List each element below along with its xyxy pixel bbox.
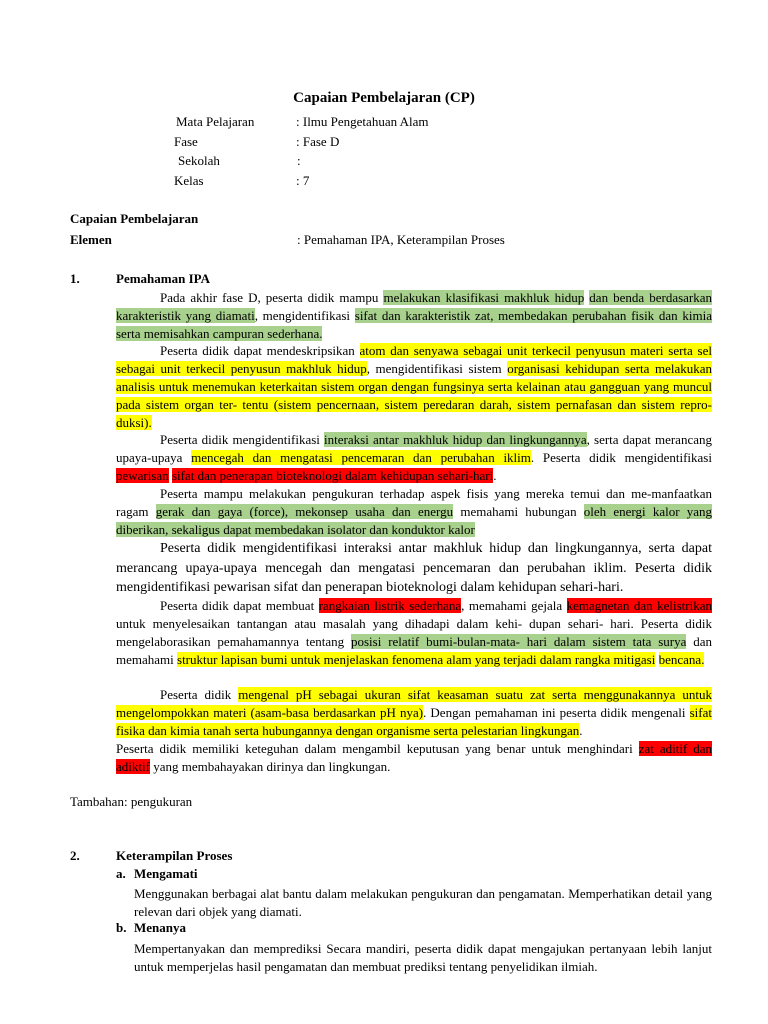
highlight-yellow: organisasi kehidupan serta melakukan: [507, 361, 712, 376]
highlight-green: posisi relatif bumi-bulan-mata- hari dalam sistem tata surya: [351, 634, 687, 649]
highlight-yellow: struktur lapisan bumi untuk menjelaskan fenomena alam yang terjadi dalam rangka mitigasi: [177, 652, 656, 667]
highlight-red: zat aditif dan adiktif: [116, 741, 712, 774]
highlight-red: kemagnetan dan kelistrikan: [566, 598, 713, 613]
sub-a-label: a.: [116, 866, 126, 881]
highlight-red: rangkaian listrik sederhana: [318, 598, 462, 613]
highlight-red: pewarisan: [116, 468, 169, 483]
paragraph-1: Pada akhir fase D, peserta didik mampu melakukan klasifikasi makhluk hidup dan benda berdasarkan karakteristik yang diamati, mengidentifikasi sifat dan karakteristik zat, membedakan perubahan fisik dan kimia serta memisahkan campuran sederhana.: [116, 290, 713, 341]
highlight-green: dan benda berdasarkan: [589, 290, 713, 305]
sub-b-text: Mempertanyakan dan memprediksi Secara mandiri, peserta didik dapat mengajukan pertanyaan lebih lanjut untuk memperjelas hasil pengamatan dan membuat prediksi tentang penyelidikan ilmiah.: [134, 941, 712, 974]
highlight-green: melakukan klasifikasi makhluk hidup: [383, 290, 585, 305]
highlight-yellow: fisika dan kimia tanah serta hubungannya dengan organisme serta pelestarian lingkungan: [116, 723, 580, 738]
elemen-label: Elemen: [70, 232, 112, 247]
cp-heading: Capaian Pembelajaran: [70, 211, 199, 226]
meta-label-subject: Mata Pelajaran: [176, 114, 255, 129]
paragraph-3: Peserta didik mengidentifikasi interaksi antar makhluk hidup dan lingkungannya, serta dapat merancang upaya-upaya mencegah dan mengatasi pencemaran dan perubahan iklim. Peserta didik mengidentifikasi pewarisan sifat dan penerapan bioteknologi dalam kehidupan sehari-hari.: [116, 432, 712, 483]
sub-b-label: b.: [116, 920, 127, 935]
paragraph-8: Peserta didik memiliki keteguhan dalam mengambil keputusan yang benar untuk menghindari zat aditif dan adiktif yang membahayakan dirinya dan lingkungan.: [116, 741, 712, 774]
meta-value-phase: : Fase D: [296, 134, 340, 149]
paragraph-5: Peserta didik mengidentifikasi interaksi antar makhluk hidup dan lingkungannya, serta dapat merancang upaya-upaya mencegah dan mengatasi pencemaran dan perubahan iklim. Peserta didik mengidentifikasi pewarisan sifat dan penerapan bioteknologi dalam kehidupan sehari-hari.: [116, 541, 712, 595]
highlight-yellow: sebagai unit terkecil penyusun makhluk hidup: [116, 361, 367, 376]
tambahan-note: Tambahan: pengukuran: [70, 794, 193, 809]
section-1-number: 1.: [70, 271, 80, 286]
highlight-yellow: mencegah dan mengatasi pencemaran dan perubahan iklim: [191, 450, 531, 465]
highlight-yellow: mengenal pH sebagai ukuran sifat keasaman suatu zat serta menggunakannya untuk mengelompokkan materi (asam-basa berdasarkan pH nya): [116, 687, 712, 720]
paragraph-7: Peserta didik mengenal pH sebagai ukuran sifat keasaman suatu zat serta menggunakannya untuk mengelompokkan materi (asam-basa berdasarkan pH nya). Dengan pemahaman ini peserta didik mengenali sifat fisika dan kimia tanah serta hubungannya dengan organisme serta pelestarian lingkungan.: [116, 687, 713, 738]
meta-label-school: Sekolah: [178, 153, 220, 168]
paragraph-6: Peserta didik dapat membuat rangkaian listrik sederhana, memahami gejala kemagnetan dan kelistrikan untuk menyelesaikan tantangan atau masalah yang dihadapi dalam kehi- dupan sehari- hari. Peserta didik mengelaborasikan pemahamannya tentang posisi relatif bumi-bulan-mata- hari dalam sistem tata surya dan memahami struktur lapisan bumi untuk menjelaskan fenomena alam yang terjadi dalam rangka mitigasi bencana.: [116, 598, 713, 667]
meta-value-subject: : Ilmu Pengetahuan Alam: [296, 114, 429, 129]
meta-label-class: Kelas: [174, 173, 204, 188]
highlight-green: interaksi antar makhluk hidup dan lingkungannya: [324, 432, 587, 447]
highlight-yellow: analisis untuk menemukan keterkaitan sistem organ dengan fungsinya serta kelainan atau gangguan yang muncul: [116, 379, 712, 394]
highlight-green: oleh energi kalor yang diberikan, sekaligus dapat membedakan isolator dan konduktor kalor: [116, 504, 713, 537]
highlight-green: gerak dan gaya (force), mekonsep usaha dan energu: [155, 504, 454, 519]
page-title: Capaian Pembelajaran (CP): [293, 90, 475, 106]
highlight-green: serta memisahkan campuran sederhana.: [116, 326, 323, 341]
section-2-number: 2.: [70, 848, 80, 863]
highlight-yellow: sifat: [689, 705, 713, 720]
highlight-yellow: bencana.: [658, 652, 705, 667]
meta-value-school: :: [297, 153, 301, 168]
sub-a-title: Mengamati: [134, 866, 198, 881]
meta-label-phase: Fase: [174, 134, 198, 149]
meta-value-class: : 7: [296, 173, 310, 188]
highlight-red: sifat dan penerapan bioteknologi dalam kehidupan sehari-hari: [171, 468, 494, 483]
section-2-title: Keterampilan Proses: [116, 848, 233, 863]
highlight-yellow: pada sistem organ ter- tentu (sistem pencernaan, sistem peredaran darah, sistem pernafasan dan sistem repro- duksi).: [116, 397, 712, 430]
elemen-value: : Pemahaman IPA, Keterampilan Proses: [297, 232, 505, 247]
section-1-title: Pemahaman IPA: [116, 271, 211, 286]
sub-a-text: Menggunakan berbagai alat bantu dalam melakukan pengukuran dan pengamatan. Memperhatikan detail yang relevan dari objek yang diamati.: [134, 886, 712, 919]
paragraph-2: Peserta didik dapat mendeskripsikan atom dan senyawa sebagai unit terkecil penyusun materi serta sel sebagai unit terkecil penyusun makhluk hidup, mengidentifikasi sistem organisasi kehidupan serta melakukan analisis untuk menemukan keterkaitan sistem organ dengan fungsinya serta kelainan atau gangguan yang muncul pada sistem organ ter- tentu (sistem pencernaan, sistem peredaran darah, sistem pernafasan dan sistem repro- duksi).: [116, 343, 712, 430]
highlight-green: sifat dan karakteristik zat, membedakan perubahan fisik dan kimia: [354, 308, 713, 323]
paragraph-4: Peserta mampu melakukan pengukuran terhadap aspek fisis yang mereka temui dan me-manfaatkan ragam gerak dan gaya (force), mekonsep usaha dan energu memahami hubungan oleh energi kalor yang diberikan, sekaligus dapat membedakan isolator dan konduktor kalor: [116, 486, 713, 537]
highlight-yellow: atom dan senyawa sebagai unit terkecil penyusun materi serta sel: [359, 343, 712, 358]
sub-b-title: Menanya: [134, 920, 186, 935]
highlight-green: karakteristik yang diamati: [116, 308, 255, 323]
